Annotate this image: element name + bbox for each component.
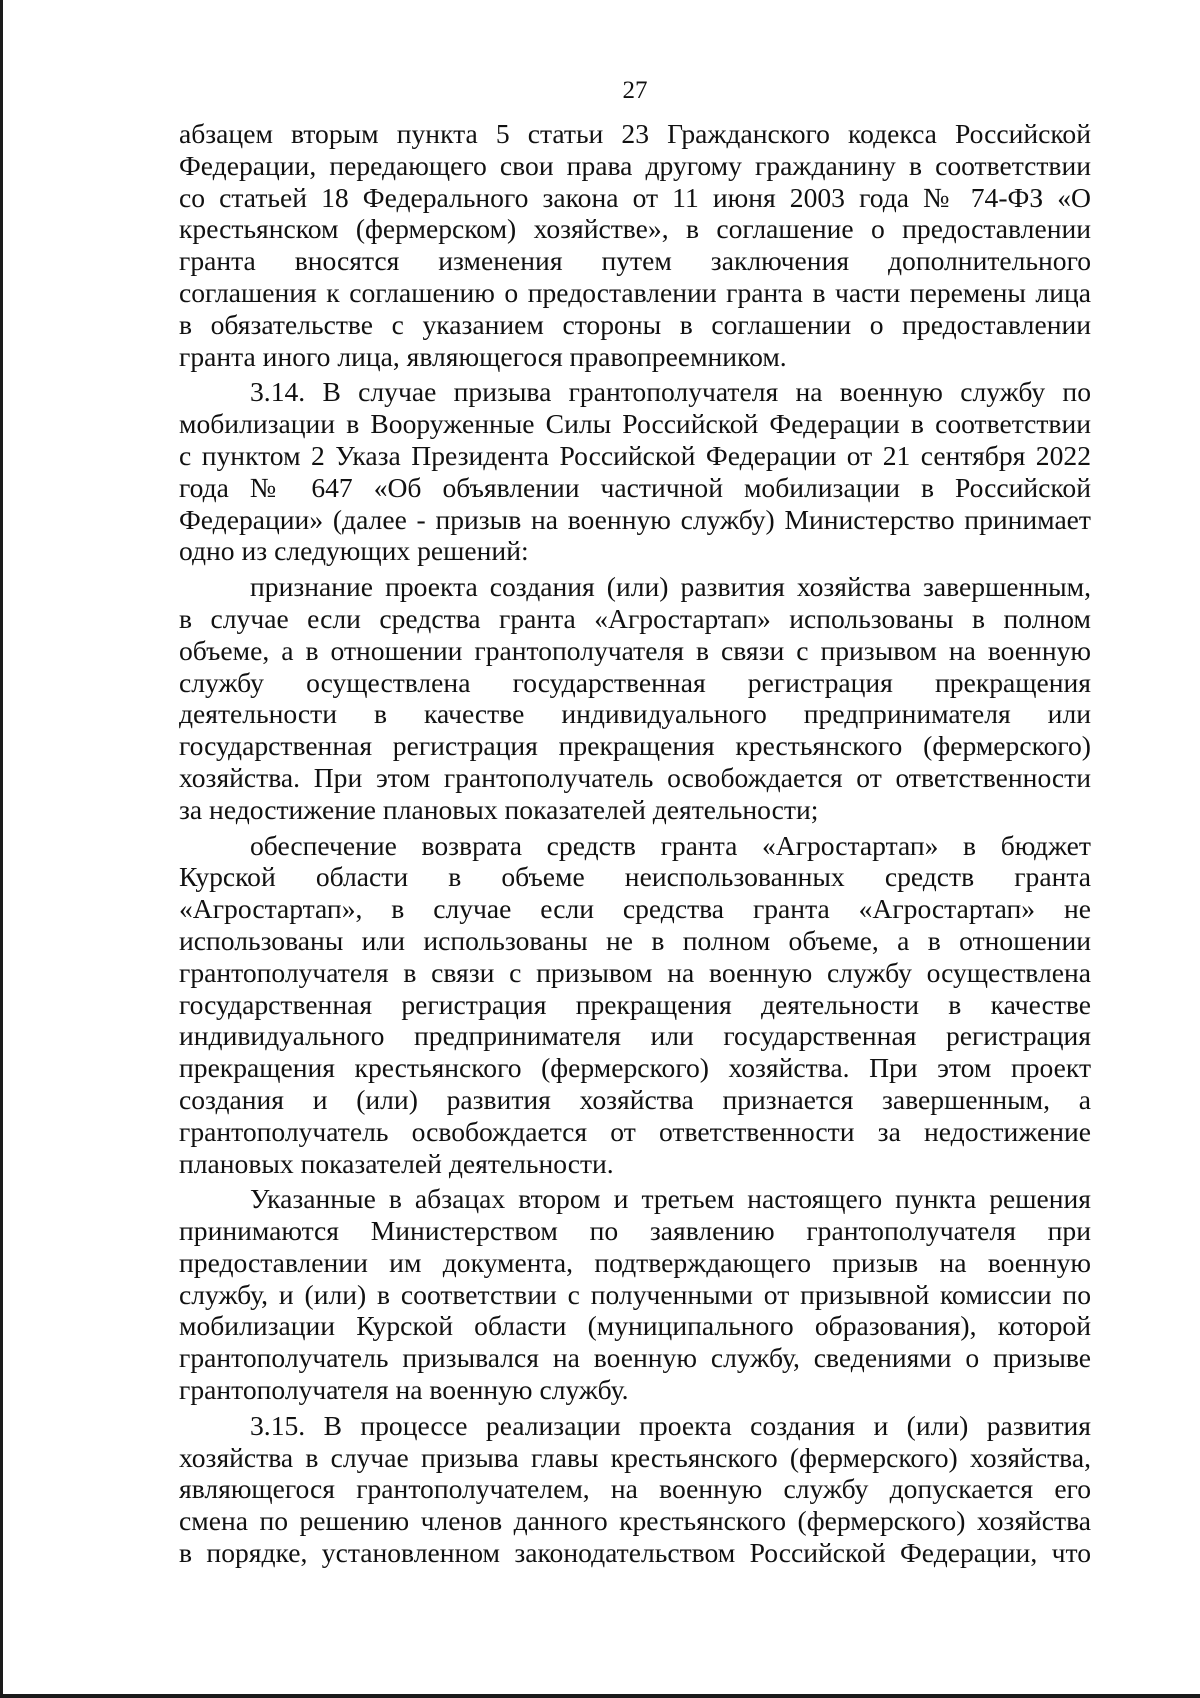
text-line: плановых показателей деятельности. bbox=[179, 1147, 614, 1179]
text-line: государственная регистрация прекращения крестьянского (фермерского) bbox=[179, 730, 1091, 762]
text-line: хозяйства в случае призыва главы крестьянского (фермерского) хозяйства, bbox=[179, 1441, 1091, 1473]
text-line: грантополучателя на военную службу. bbox=[179, 1374, 629, 1406]
text-line: службу, и (или) в соответствии с полученными от призывной комиссии по bbox=[179, 1278, 1091, 1310]
paragraph bbox=[179, 376, 1091, 567]
text-line: индивидуального предпринимателя или государственная регистрация bbox=[179, 1020, 1091, 1052]
text-line: предоставлении им документа, подтверждающего призыв на военную bbox=[179, 1246, 1091, 1278]
paragraph bbox=[179, 1410, 1091, 1569]
text-line: гранта вносятся изменения путем заключения дополнительного bbox=[179, 245, 1091, 277]
text-line: гранта иного лица, являющегося правопреемником. bbox=[179, 340, 787, 372]
text-line: за недостижение плановых показателей деятельности; bbox=[179, 793, 819, 825]
paragraph bbox=[179, 830, 1091, 1180]
text-line: создания и (или) развития хозяйства признается завершенным, а bbox=[179, 1083, 1091, 1115]
text-line: абзацем вторым пункта 5 статьи 23 Гражданского кодекса Российской bbox=[179, 118, 1091, 149]
text-line: грантополучателя в связи с призывом на военную службу осуществлена bbox=[179, 956, 1091, 988]
text-line: обеспечение возврата средств гранта «Агростартап» в бюджет bbox=[250, 829, 1091, 861]
text-line: грантополучатель освобождается от ответственности за недостижение bbox=[179, 1115, 1091, 1147]
text-line: в обязательстве с указанием стороны в соглашении о предоставлении bbox=[179, 308, 1091, 340]
text-line: смена по решению членов данного крестьянского (фермерского) хозяйства bbox=[179, 1505, 1091, 1537]
scan-border-bottom bbox=[0, 1694, 1200, 1698]
text-line: одно из следующих решений: bbox=[179, 535, 529, 567]
paragraph bbox=[179, 1183, 1091, 1406]
scan-border-left bbox=[0, 0, 3, 1698]
text-line: Указанные в абзацах втором и третьем настоящего пункта решения bbox=[250, 1183, 1091, 1215]
text-line: государственная регистрация прекращения деятельности в качестве bbox=[179, 988, 1091, 1020]
text-line: использованы или использованы не в полном объеме, а в отношении bbox=[179, 924, 1091, 956]
text-line: в случае если средства гранта «Агростартап» использованы в полном bbox=[179, 602, 1091, 634]
page-number: 27 bbox=[622, 77, 648, 104]
text-line: мобилизации в Вооруженные Силы Российской Федерации в соответствии bbox=[179, 408, 1091, 440]
text-line: в порядке, установленном законодательством Российской Федерации, что bbox=[179, 1537, 1091, 1569]
text-line: службу осуществлена государственная регистрация прекращения bbox=[179, 666, 1091, 698]
text-line: «Агростартап», в случае если средства гранта «Агростартап» не bbox=[179, 893, 1091, 925]
paragraph bbox=[179, 571, 1091, 825]
text-line: Курской области в объеме неиспользованных средств гранта bbox=[179, 861, 1091, 893]
text-line: хозяйства. При этом грантополучатель освобождается от ответственности bbox=[179, 761, 1091, 793]
text-line: являющегося грантополучателем, на военную службу допускается его bbox=[179, 1473, 1091, 1505]
text-line: соглашения к соглашению о предоставлении гранта в части перемены лица bbox=[179, 276, 1091, 308]
text-line: деятельности в качестве индивидуального предпринимателя или bbox=[179, 698, 1091, 730]
text-line: мобилизации Курской области (муниципального образования), которой bbox=[179, 1310, 1091, 1342]
text-line: 3.14. В случае призыва грантополучателя на военную службу по bbox=[250, 376, 1091, 408]
text-line: прекращения крестьянского (фермерского) хозяйства. При этом проект bbox=[179, 1052, 1091, 1084]
text-line: Федерации» (далее - призыв на военную службу) Министерство принимает bbox=[179, 503, 1091, 535]
text-line: 3.15. В процессе реализации проекта создания и (или) развития bbox=[250, 1409, 1091, 1441]
document-body bbox=[179, 118, 1091, 1569]
paragraph bbox=[179, 118, 1091, 372]
text-line: объеме, а в отношении грантополучателя в связи с призывом на военную bbox=[179, 634, 1091, 666]
text-line: крестьянском (фермерском) хозяйстве», в соглашение о предоставлении bbox=[179, 213, 1091, 245]
text-line: с пунктом 2 Указа Президента Российской Федерации от 21 сентября 2022 bbox=[179, 439, 1091, 471]
text-line: года № 647 «Об объявлении частичной мобилизации в Российской bbox=[179, 471, 1091, 503]
text-line: Федерации, передающего свои права другому гражданину в соответствии bbox=[179, 149, 1091, 181]
text-line: признание проекта создания (или) развития хозяйства завершенным, bbox=[250, 571, 1091, 603]
text-line: со статьей 18 Федерального закона от 11 июня 2003 года № 74-ФЗ «О bbox=[179, 181, 1091, 213]
text-line: принимаются Министерством по заявлению грантополучателя при bbox=[179, 1215, 1091, 1247]
text-line: грантополучатель призывался на военную службу, сведениями о призыве bbox=[179, 1342, 1091, 1374]
